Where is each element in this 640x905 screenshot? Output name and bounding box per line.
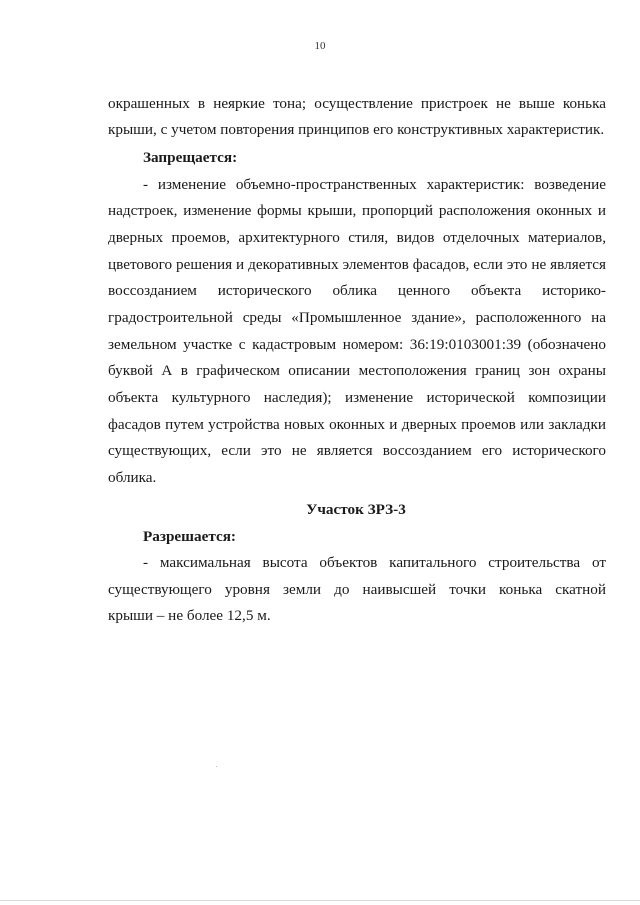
prohibited-heading: Запрещается: — [143, 149, 238, 166]
prohibited-line-7: земельном участке с кадастровым номером: 36:19:0103001:39 (обозначено — [108, 336, 606, 353]
scan-speck — [216, 766, 217, 767]
prohibited-line-11: существующих, если это не является воссозданием его исторического — [108, 442, 606, 459]
scan-edge-line — [0, 900, 640, 901]
allowed-line-3: крыши – не более 12,5 м. — [108, 607, 271, 624]
allowed-line-1: - максимальная высота объектов капитального строительства от — [143, 554, 606, 571]
intro-line-1: окрашенных в неяркие тона; осуществление пристроек не выше конька — [108, 95, 606, 112]
prohibited-line-4: цветового решения и декоративных элементов фасадов, если это не является — [108, 256, 606, 273]
prohibited-line-6: градостроительной среды «Промышленное здание», расположенного на — [108, 309, 606, 326]
prohibited-line-5: воссозданием исторического облика ценного объекта историко- — [108, 282, 606, 299]
prohibited-line-1: - изменение объемно-пространственных характеристик: возведение — [143, 176, 606, 193]
prohibited-line-8: буквой А в графическом описании местоположения границ зон охраны — [108, 362, 606, 379]
allowed-line-2: существующего уровня земли до наивысшей точки конька скатной — [108, 581, 606, 598]
prohibited-line-12: облика. — [108, 469, 157, 486]
prohibited-line-2: надстроек, изменение формы крыши, пропорций расположения оконных и — [108, 202, 606, 219]
page-number: 10 — [314, 40, 326, 52]
allowed-heading: Разрешается: — [143, 528, 236, 545]
prohibited-line-3: дверных проемов, архитектурного стиля, видов отделочных материалов, — [108, 229, 606, 246]
prohibited-line-10: фасадов путем устройства новых оконных и дверных проемов или закладки — [108, 416, 606, 433]
intro-line-2: крыши, с учетом повторения принципов его конструктивных характеристик. — [108, 121, 605, 138]
prohibited-line-9: объекта культурного наследия); изменение исторической композиции — [108, 389, 606, 406]
section-heading: Участок ЗРЗ-3 — [306, 501, 406, 518]
